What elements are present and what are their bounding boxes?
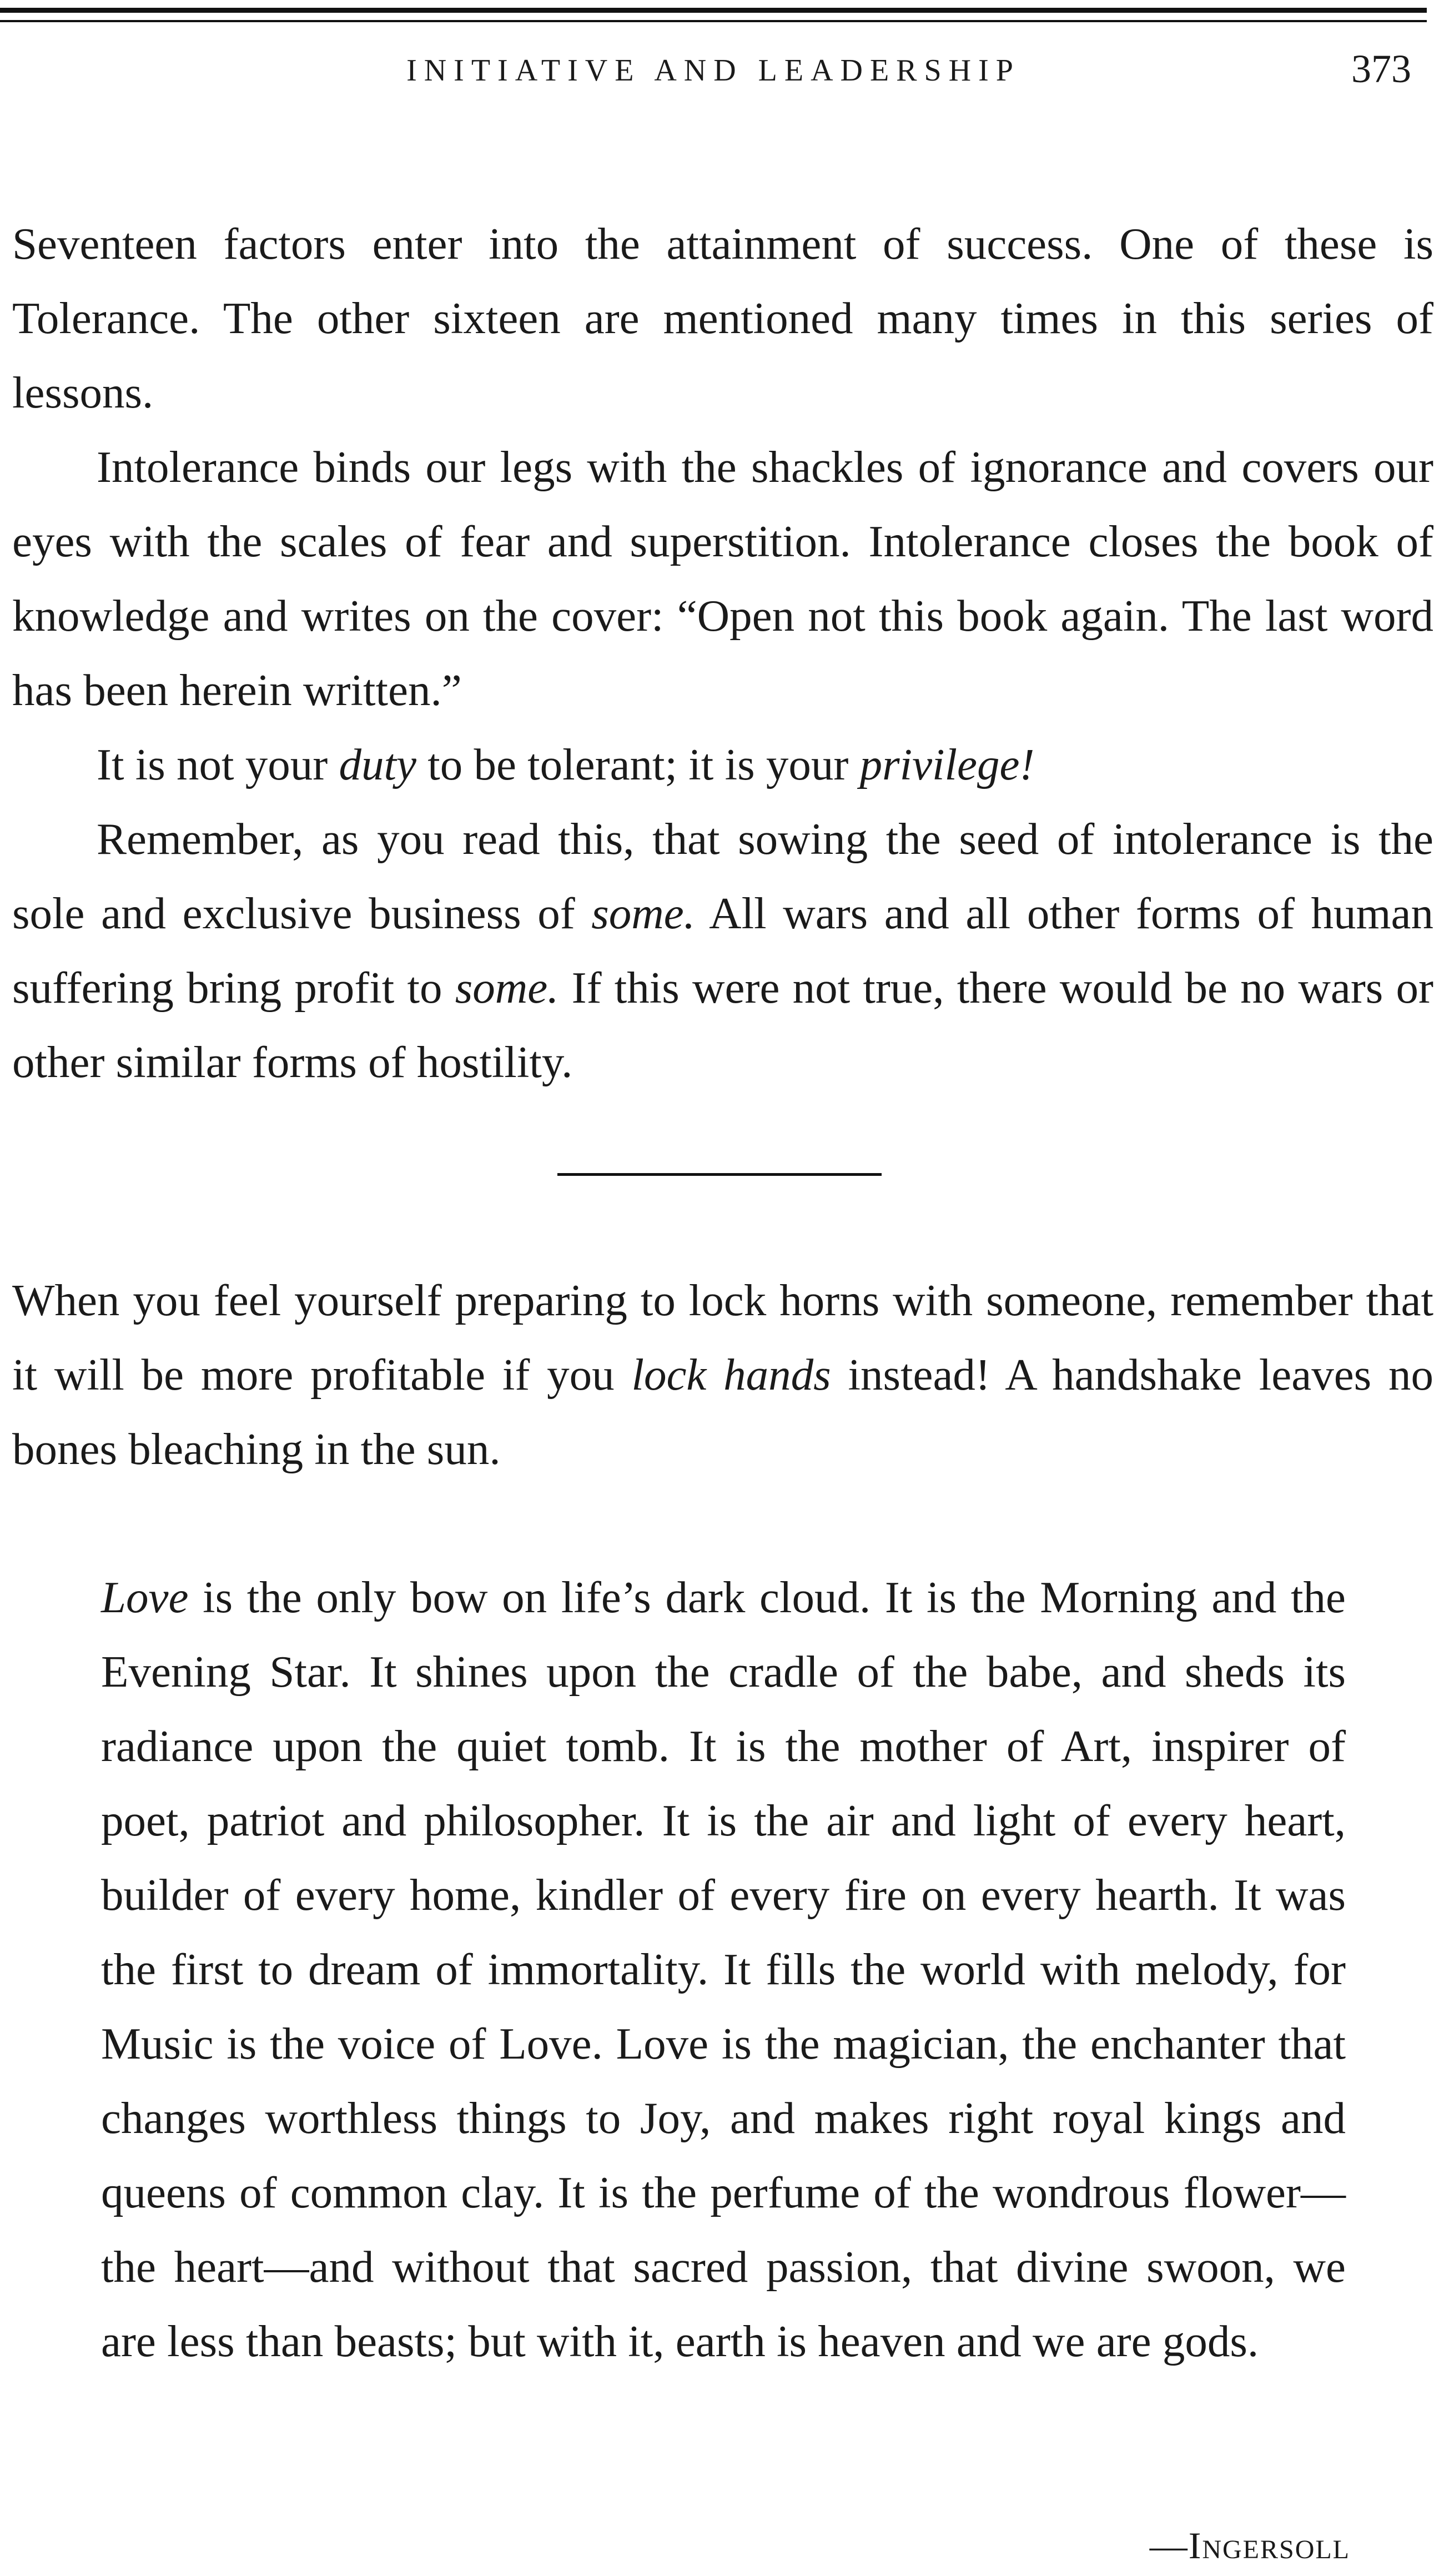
emphasis-lock-hands: lock hands [631, 1350, 831, 1400]
emphasis-duty: duty [339, 739, 416, 789]
paragraph-lock-hands [12, 1263, 1433, 1486]
paragraph-seventeen-factors: Seventeen factors enter into the attainment of success. One of these is Tolerance. The other sixteen are mentioned many times in this series of lessons. [12, 219, 1433, 417]
block-quote [101, 1560, 1346, 2378]
emphasis-some: some. [455, 963, 559, 1013]
running-head [0, 47, 1427, 91]
tolerance-section [12, 207, 1433, 1099]
top-rule-thin [0, 20, 1427, 22]
emphasis-privilege: privilege! [859, 739, 1035, 789]
text-run: to be tolerant; it is your [416, 739, 860, 789]
text-run: All wars and all other forms of human suffering bring profit to [12, 888, 1433, 1013]
quote-text: is the only bow on life’s dark cloud. It is the Morning and the Evening Star. It shines upon the cradle of the babe, and sheds its radiance upon the quiet tomb. It is the mother of Art, inspirer of poet, patriot and philosopher. It is the air and light of every heart, builder of every home, kindler of every fire on every hearth. It was the first to dream of immortality. It fills the world with melody, for Music is the voice of Love. Love is the magician, the enchanter that changes worthless things to Joy, and makes right royal kings and queens of common clay. It is the perfume of the wondrous flower—the heart—and without that sacred passion, that divine swoon, we are less than beasts; but with it, earth is heaven and we are gods. [101, 1572, 1346, 2366]
paragraph-remember [12, 802, 1433, 1099]
page-number: 373 [1351, 47, 1411, 91]
paragraph-duty-privilege [12, 727, 1433, 802]
section-divider [557, 1173, 882, 1176]
running-title: INITIATIVE AND LEADERSHIP [406, 53, 1020, 88]
text-run: Remember, as you read this, that sowing the seed of intolerance is the sole and exclusive business of [12, 814, 1433, 938]
text-run: It is not your [97, 739, 339, 789]
paragraph-intolerance: Intolerance binds our legs with the shackles of ignorance and covers our eyes with the scales of fear and superstition. Intolerance closes the book of knowledge and writes on the cover: “Open not this book again. The last word has been herein written.” [12, 442, 1433, 715]
top-rule-thick [0, 8, 1427, 13]
text-run: instead! A handshake leaves no bones bleaching in the sun. [12, 1350, 1433, 1474]
handshake-section [12, 1263, 1433, 1486]
quote-attribution: —Ingersoll [1149, 2524, 1350, 2567]
text-run: If this were not true, there would be no wars or other similar forms of hostility. [12, 963, 1433, 1087]
emphasis-some: some. [591, 888, 696, 938]
text-run: When you feel yourself preparing to lock horns with someone, remember that it will be more profitable if you [12, 1275, 1433, 1400]
emphasis-love: Love [101, 1572, 189, 1622]
